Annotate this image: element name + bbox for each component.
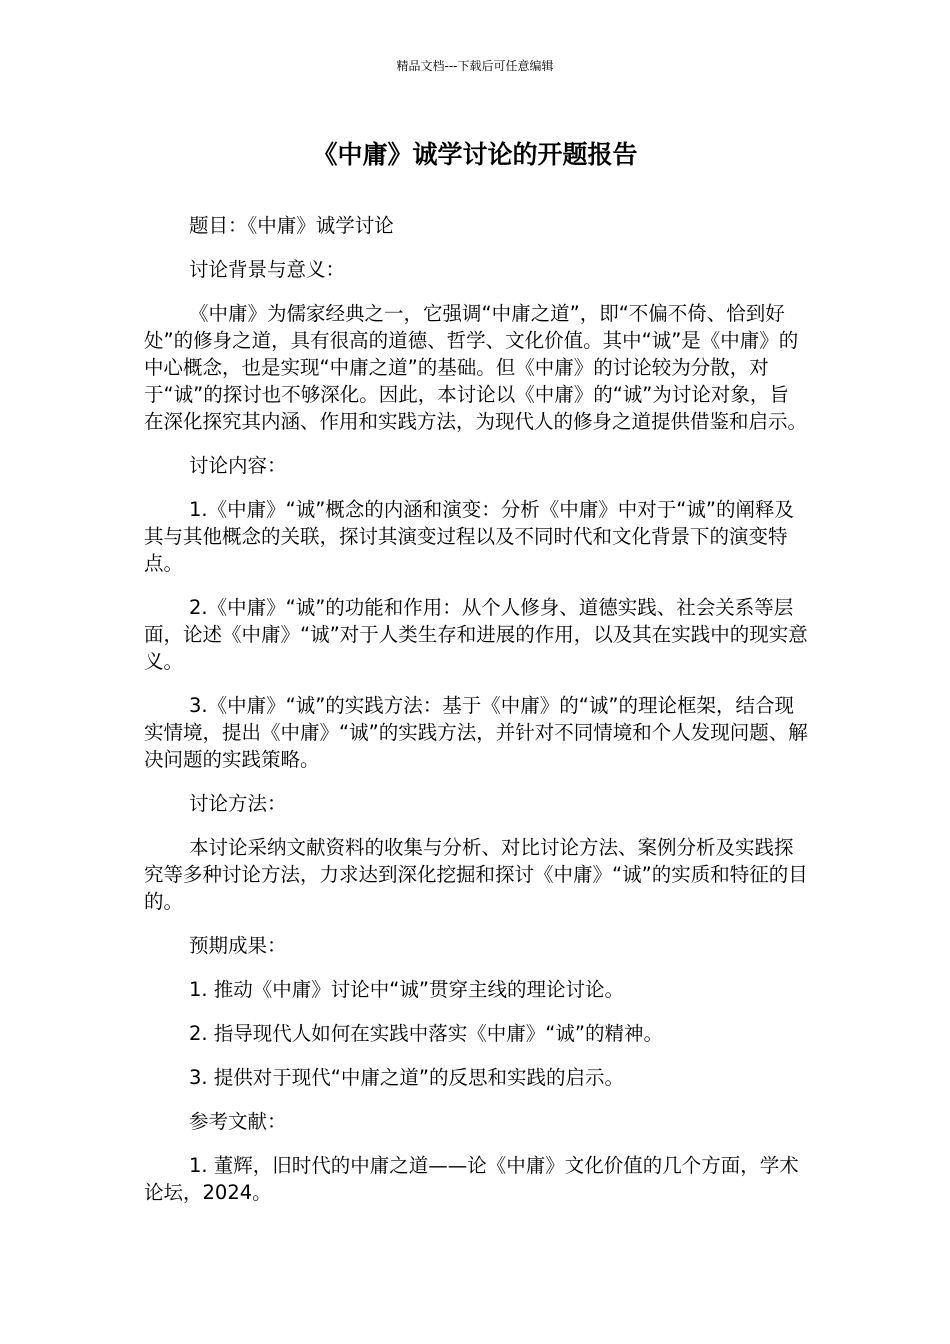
method-paragraph: 本讨论采纳文献资料的收集与分析、对比讨论方法、案例分析及实践探究等多种讨论方法，力求达到深化挖掘和探讨《中庸》“诚”的实质和特征的目的。 (144, 836, 808, 913)
background-paragraph: 《中庸》为儒家经典之一，它强调“中庸之道”，即“不偏不倚、恰到好处”的修身之道，具有很高的道德、哲学、文化价值。其中“诚”是《中庸》的中心概念，也是实现“中庸之道”的基础。但《中庸》的讨论较为分散，对于“诚”的探讨也不够深化。因此，本讨论以《中庸》的“诚”为讨论对象，旨在深化探究其内涵、作用和实践方法，为现代人的修身之道提供借鉴和启示。 (144, 302, 808, 433)
section-heading-background: 讨论背景与意义： (189, 258, 346, 281)
document-title: 《中庸》诚学讨论的开题报告 (312, 140, 638, 169)
section-heading-references: 参考文献： (189, 1110, 287, 1133)
document-body (144, 212, 808, 1223)
content-item-2: 2.《中庸》“诚”的功能和作用：从个人修身、道德实践、社会关系等层面，论述《中庸》“诚”对于人类生存和进展的作用，以及其在实践中的现实意义。 (144, 596, 808, 673)
outcome-item-2: 2. 指导现代人如何在实践中落实《中庸》“诚”的精神。 (189, 1022, 664, 1045)
section-heading-content: 讨论内容： (189, 454, 287, 477)
section-heading-method: 讨论方法： (189, 792, 287, 815)
outcome-item-3: 3. 提供对于现代“中庸之道”的反思和实践的启示。 (189, 1066, 625, 1089)
reference-item-1: 1. 董辉，旧时代的中庸之道——论《中庸》文化价值的几个方面，学术论坛，2024。 (144, 1154, 799, 1204)
outcome-item-1: 1. 推动《中庸》讨论中“诚”贯穿主线的理论讨论。 (189, 978, 625, 1001)
content-item-1: 1.《中庸》“诚”概念的内涵和演变：分析《中庸》中对于“诚”的阐释及其与其他概念的关联，探讨其演变过程以及不同时代和文化背景下的演变特点。 (144, 498, 795, 575)
topic-line: 题目：《中庸》诚学讨论 (189, 214, 394, 237)
header-note: 精品文档---下载后可任意编辑 (396, 59, 554, 73)
content-item-3: 3.《中庸》“诚”的实践方法：基于《中庸》的“诚”的理论框架，结合现实情境，提出《中庸》“诚”的实践方法，并针对不同情境和个人发现问题、解决问题的实践策略。 (144, 694, 808, 771)
section-heading-outcomes: 预期成果： (189, 934, 287, 957)
